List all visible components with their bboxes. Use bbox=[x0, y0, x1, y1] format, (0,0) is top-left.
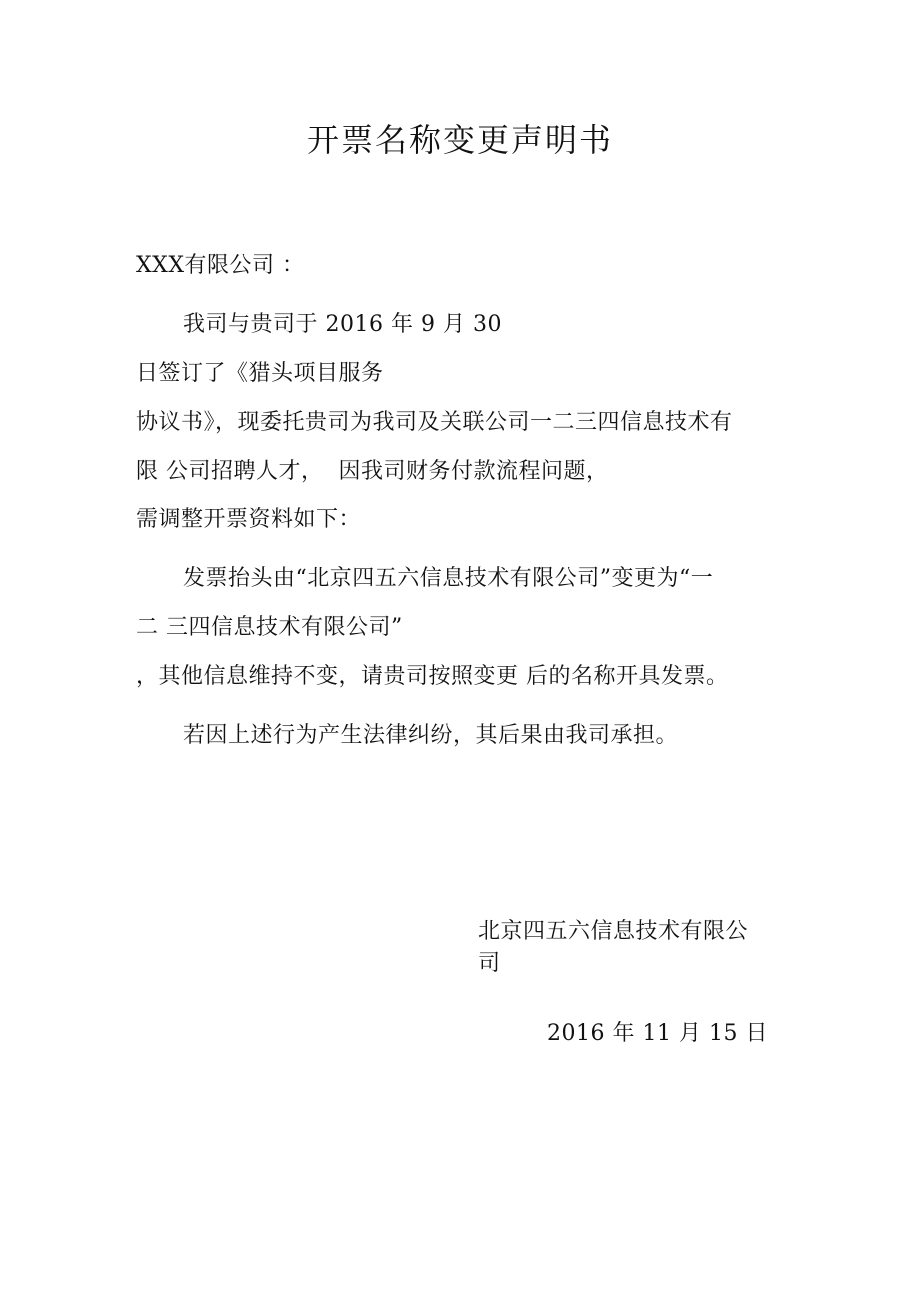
body-line-4: 限 公司招聘人才， 因我司财务付款流程问题， bbox=[136, 459, 609, 484]
addressee: XXX有限公司 ： bbox=[136, 253, 305, 278]
document-title: 开票名称变更声明书 bbox=[306, 121, 613, 159]
body-line-1: 我司与贵司于 2016 年 9 月 30 bbox=[183, 312, 502, 337]
body-line-9: 若因上述行为产生法律纠纷，其后果由我司承担。 bbox=[183, 723, 679, 748]
signature-date: 2016 年 11 月 15 日 bbox=[547, 1021, 768, 1046]
body-line-7: 二 三四信息技术有限公司” bbox=[136, 615, 403, 640]
body-line-6: 发票抬头由“北京四五六信息技术有限公司”变更为“一 bbox=[183, 566, 714, 591]
signature-company-line-2: 司 bbox=[478, 951, 501, 976]
body-line-3: 协议书》，现委托贵司为我司及关联公司一二三四信息技术有 bbox=[136, 410, 733, 435]
body-line-2: 日签订了《猎头项目服务 bbox=[136, 361, 384, 386]
body-line-8: ，其他信息维持不变，请贵司按照变更 后的名称开具发票。 bbox=[136, 664, 729, 689]
signature-company-line-1: 北京四五六信息技术有限公 bbox=[478, 919, 749, 944]
body-line-5: 需调整开票资料如下： bbox=[136, 507, 362, 532]
